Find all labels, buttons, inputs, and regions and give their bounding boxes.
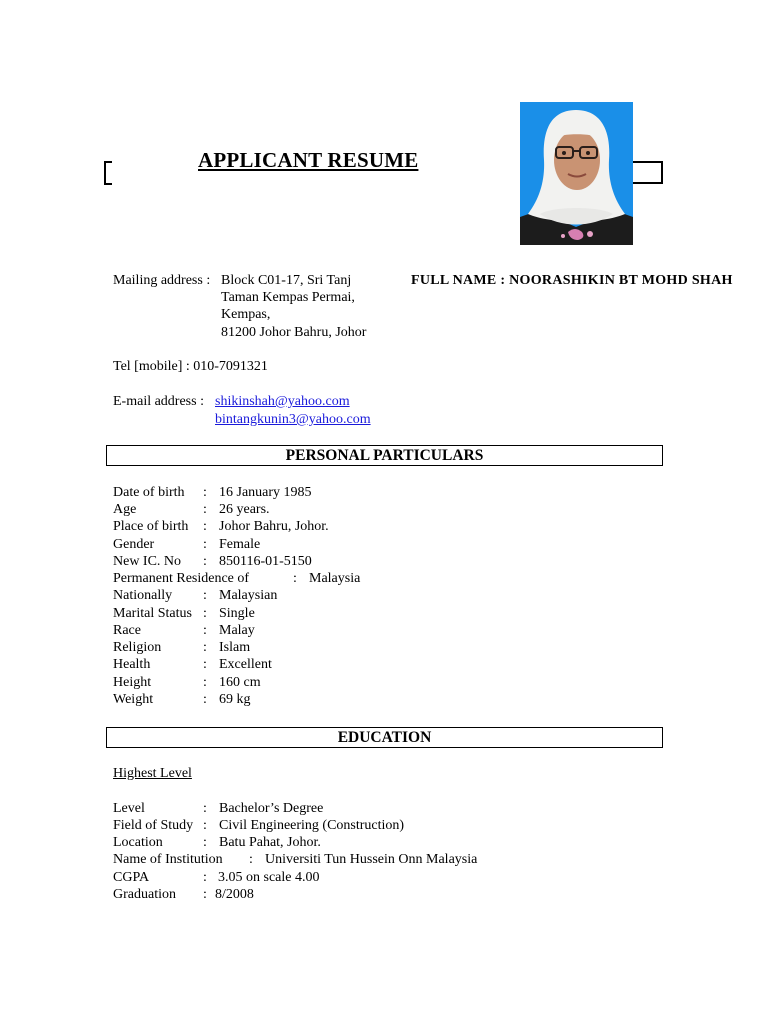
personal-row-label: Place of birth [113, 519, 189, 534]
email-link-2[interactable]: bintangkunin3@yahoo.com [215, 412, 371, 427]
personal-row-value: 850116-01-5150 [219, 554, 312, 569]
personal-row-value: Single [219, 606, 255, 621]
education-row-separator: : [203, 801, 207, 816]
personal-row-separator: : [203, 502, 207, 517]
education-row-separator: : [249, 852, 253, 867]
personal-row-label: Marital Status [113, 606, 192, 621]
education-row-label: CGPA [113, 870, 150, 885]
personal-row-label: Religion [113, 640, 162, 655]
personal-row-value: 16 January 1985 [219, 485, 312, 500]
personal-row-separator: : [203, 588, 207, 603]
personal-row-label: New IC. No [113, 554, 182, 569]
personal-row-label: Gender [113, 537, 155, 552]
personal-row-value: Islam [219, 640, 251, 655]
address-line-1: Block C01-17, Sri Tanj [221, 273, 352, 288]
education-row-separator: : [203, 887, 207, 902]
education-heading: EDUCATION [106, 727, 663, 748]
page-title: APPLICANT RESUME [198, 148, 419, 172]
education-row-label: Field of Study [113, 818, 194, 833]
personal-row-separator: : [203, 640, 207, 655]
personal-row-separator: : [203, 623, 207, 638]
personal-row-label: Nationally [113, 588, 173, 603]
personal-row-label: Date of birth [113, 485, 185, 500]
education-row-value: Bachelor’s Degree [219, 801, 324, 816]
education-row-separator: : [203, 835, 207, 850]
personal-row-value: 26 years. [219, 502, 270, 517]
personal-row-label: Height [113, 675, 152, 690]
title-bracket-right [632, 161, 663, 184]
mailing-address-label: Mailing address : [113, 273, 211, 288]
personal-row-separator: : [293, 571, 297, 586]
address-line-4: 81200 Johor Bahru, Johor [221, 325, 367, 340]
personal-row-separator: : [203, 606, 207, 621]
education-row-value: 3.05 on scale 4.00 [218, 870, 320, 885]
tel-mobile: Tel [mobile] : 010-7091321 [113, 359, 268, 374]
personal-row-separator: : [203, 537, 207, 552]
personal-row-value: Malaysian [219, 588, 278, 603]
email-label: E-mail address : [113, 394, 204, 409]
personal-row-value: 69 kg [219, 692, 251, 707]
education-row-label: Graduation [113, 887, 176, 902]
education-row-value: Universiti Tun Hussein Onn Malaysia [265, 852, 478, 867]
personal-row-value: Malaysia [309, 571, 361, 586]
personal-row-label: Health [113, 657, 151, 672]
education-row-value: 8/2008 [215, 887, 254, 902]
education-row-separator: : [203, 818, 207, 833]
personal-row-value: 160 cm [219, 675, 261, 690]
personal-row-value: Female [219, 537, 261, 552]
personal-row-label: Weight [113, 692, 154, 707]
full-name-value: NOORASHIKIN BT MOHD SHAH [509, 273, 733, 288]
education-row-value: Batu Pahat, Johor. [219, 835, 321, 850]
personal-row-label: Race [113, 623, 141, 638]
education-row-label: Name of Institution [113, 852, 223, 867]
education-subheading: Highest Level [113, 766, 192, 781]
applicant-photo [520, 102, 633, 245]
personal-row-value: Malay [219, 623, 255, 638]
full-name [411, 272, 733, 289]
personal-row-separator: : [203, 675, 207, 690]
personal-row-separator: : [203, 519, 207, 534]
personal-row-separator: : [203, 657, 207, 672]
education-row-value: Civil Engineering (Construction) [219, 818, 405, 833]
education-row-separator: : [203, 870, 207, 885]
personal-row-separator: : [203, 485, 207, 500]
full-name-label: FULL NAME : [411, 273, 506, 288]
email-link-1[interactable]: shikinshah@yahoo.com [215, 394, 350, 409]
personal-row-value: Excellent [219, 657, 272, 672]
personal-particulars-heading: PERSONAL PARTICULARS [106, 445, 663, 466]
address-line-2: Taman Kempas Permai, [221, 290, 355, 305]
education-row-label: Location [113, 835, 163, 850]
personal-row-value: Johor Bahru, Johor. [219, 519, 329, 534]
personal-row-separator: : [203, 554, 207, 569]
address-line-3: Kempas, [221, 307, 271, 322]
title-bracket-left [104, 161, 112, 185]
personal-row-label: Permanent Residence of [113, 571, 250, 586]
personal-row-label: Age [113, 502, 137, 517]
personal-row-separator: : [203, 692, 207, 707]
education-row-label: Level [113, 801, 145, 816]
